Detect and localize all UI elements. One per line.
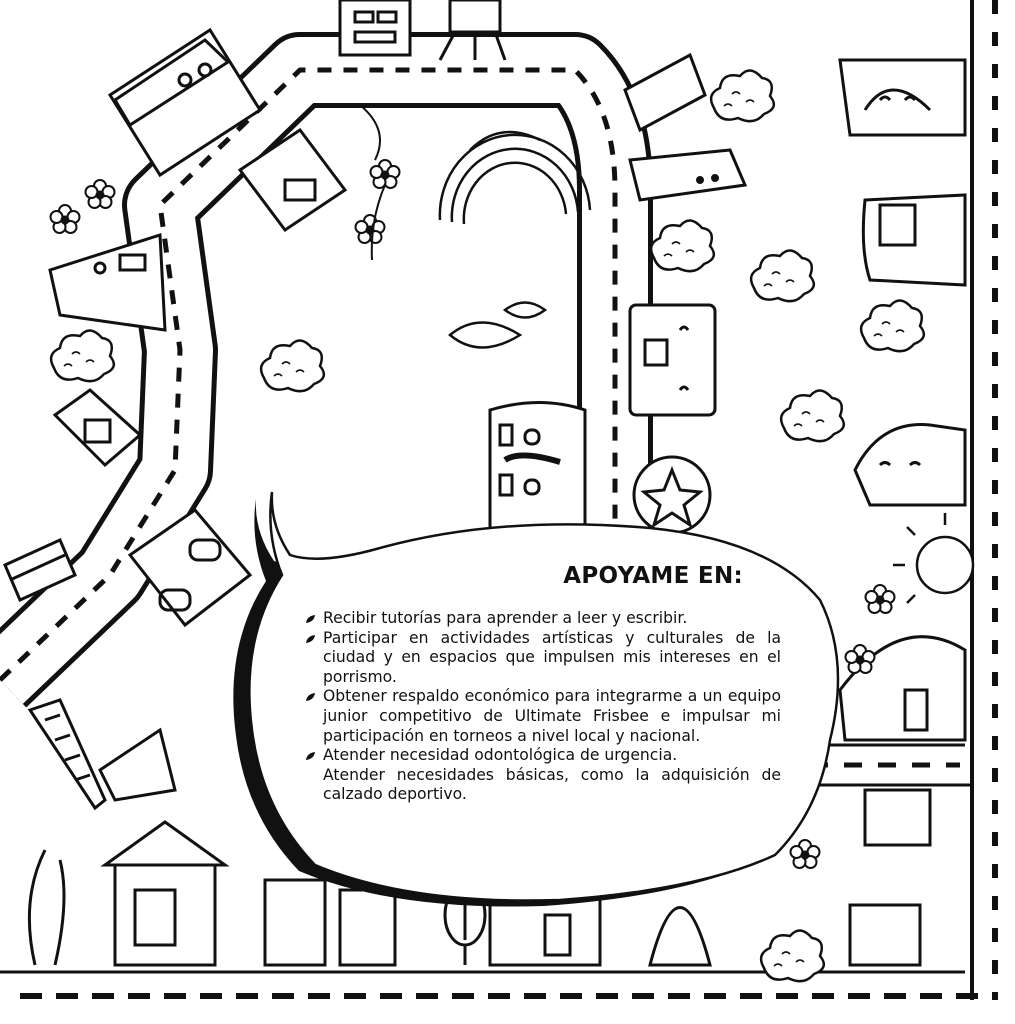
list-item-text: Participar en actividades artísticas y culturales de la ciudad y en espacios que impulsen mis intereses en el porrismo. — [323, 628, 781, 686]
robot-building — [55, 390, 140, 465]
tree-icon — [261, 340, 324, 391]
list-item-text: Recibir tutorías para aprender a leer y escribir. — [323, 609, 688, 627]
flower-icon — [86, 180, 115, 208]
round-building — [863, 195, 965, 285]
tall-building-left — [50, 235, 165, 330]
flower-icon — [791, 840, 820, 868]
list-item-text: Obtener respaldo económico para integrarme a un equipo junior competitivo de Ultimate Frisbee e impulsar mi participación en torneos a nivel local y nacional. — [323, 687, 781, 745]
house-icon — [105, 822, 225, 965]
tree-icon — [861, 300, 924, 351]
flower-icon — [866, 585, 895, 613]
flower-icon — [371, 160, 400, 188]
right-road — [972, 0, 995, 1000]
rainbow-icon — [440, 132, 590, 224]
list-item — [305, 629, 781, 688]
tree-icon — [751, 250, 814, 301]
flower-icon — [356, 215, 385, 243]
support-list — [305, 609, 781, 805]
leaf-bullet-icon — [306, 693, 316, 702]
list-item — [305, 609, 781, 629]
tree-icon — [651, 220, 714, 271]
leaf-bullet-icon — [306, 752, 316, 761]
leaf-bullet-icon — [306, 615, 316, 624]
bottom-road — [0, 972, 985, 996]
tree-icon — [51, 330, 114, 381]
flower-icon — [846, 645, 875, 673]
flower-icon — [51, 205, 80, 233]
list-item — [305, 766, 781, 805]
building-windows — [490, 403, 585, 541]
list-item-text: Atender necesidad odontológica de urgencia. — [323, 746, 678, 765]
tree-icon — [711, 70, 774, 121]
tree-icon — [781, 390, 844, 441]
leaf-bullet-icon — [306, 635, 316, 644]
sun-icon — [893, 513, 973, 603]
list-item — [305, 746, 781, 766]
leaves — [450, 303, 545, 348]
panel-title: APOYAME EN: — [563, 563, 743, 589]
shop-icon — [340, 0, 410, 55]
building-right-top — [840, 60, 965, 135]
star-badge — [634, 457, 710, 533]
house-right — [855, 425, 965, 505]
support-panel — [305, 563, 781, 805]
megaphone-icon — [30, 700, 175, 808]
building-center-right — [630, 305, 715, 415]
tree-icon — [761, 930, 824, 981]
list-item-text: Atender necesidades básicas, como la adquisición de calzado deportivo. — [323, 765, 781, 804]
list-item — [305, 687, 781, 746]
